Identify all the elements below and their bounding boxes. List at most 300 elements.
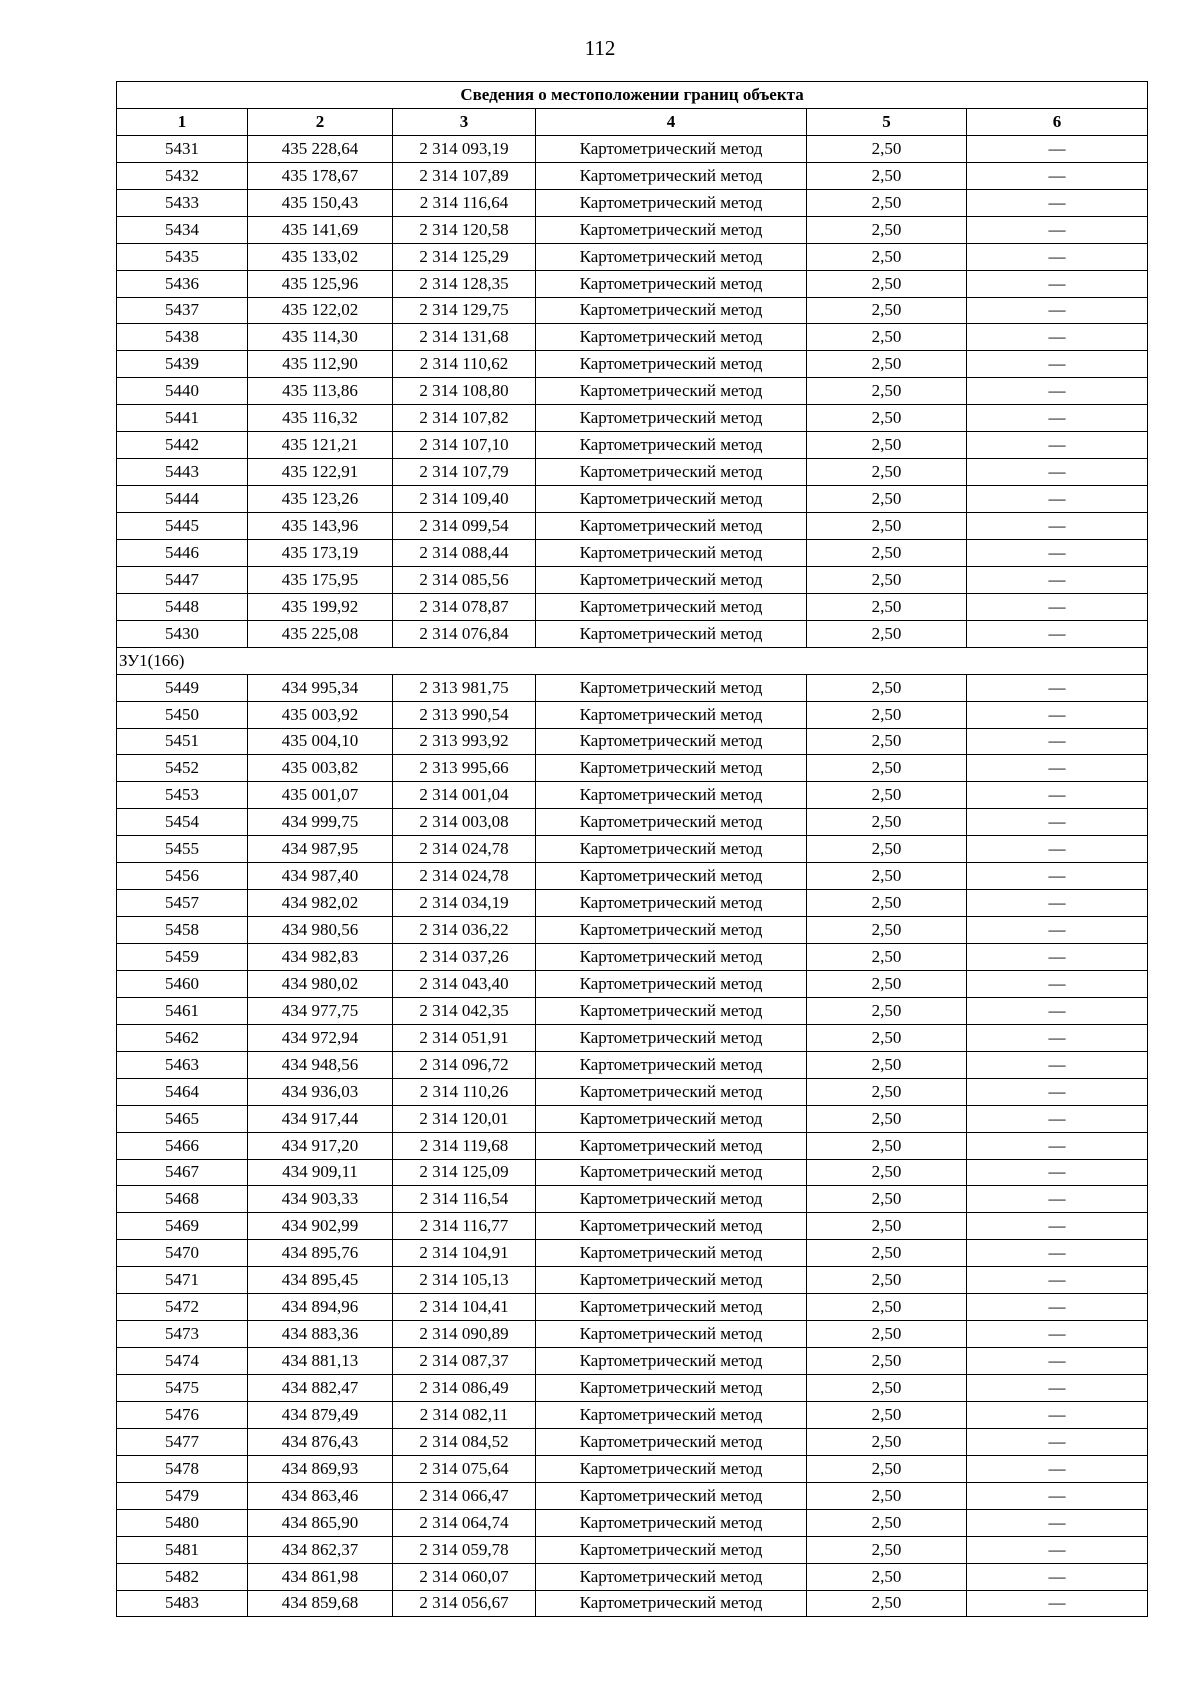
accuracy-cell: 2,50 xyxy=(807,1375,967,1402)
x-coordinate-cell: 434 863,46 xyxy=(248,1482,393,1509)
description-cell: — xyxy=(967,566,1148,593)
table-row xyxy=(117,1536,1148,1563)
accuracy-cell: 2,50 xyxy=(807,593,967,620)
x-coordinate-cell: 434 917,20 xyxy=(248,1132,393,1159)
point-number-cell: 5454 xyxy=(117,809,248,836)
accuracy-cell: 2,50 xyxy=(807,1563,967,1590)
method-cell: Картометрический метод xyxy=(536,917,807,944)
y-coordinate-cell: 2 314 105,13 xyxy=(393,1267,536,1294)
x-coordinate-cell: 434 982,02 xyxy=(248,890,393,917)
description-cell: — xyxy=(967,782,1148,809)
description-cell: — xyxy=(967,1132,1148,1159)
point-number-cell: 5435 xyxy=(117,243,248,270)
accuracy-cell: 2,50 xyxy=(807,1590,967,1617)
table-row xyxy=(117,513,1148,540)
point-number-cell: 5458 xyxy=(117,917,248,944)
y-coordinate-cell: 2 314 078,87 xyxy=(393,593,536,620)
table-row xyxy=(117,351,1148,378)
description-cell: — xyxy=(967,1348,1148,1375)
table-row xyxy=(117,1563,1148,1590)
x-coordinate-cell: 435 112,90 xyxy=(248,351,393,378)
x-coordinate-cell: 434 972,94 xyxy=(248,1024,393,1051)
y-coordinate-cell: 2 313 995,66 xyxy=(393,755,536,782)
y-coordinate-cell: 2 314 128,35 xyxy=(393,270,536,297)
accuracy-cell: 2,50 xyxy=(807,755,967,782)
point-number-cell: 5481 xyxy=(117,1536,248,1563)
point-number-cell: 5439 xyxy=(117,351,248,378)
point-number-cell: 5437 xyxy=(117,297,248,324)
description-cell: — xyxy=(967,1213,1148,1240)
description-cell: — xyxy=(967,1159,1148,1186)
y-coordinate-cell: 2 314 120,01 xyxy=(393,1105,536,1132)
accuracy-cell: 2,50 xyxy=(807,1105,967,1132)
point-number-cell: 5459 xyxy=(117,944,248,971)
x-coordinate-cell: 435 003,82 xyxy=(248,755,393,782)
x-coordinate-cell: 434 869,93 xyxy=(248,1455,393,1482)
y-coordinate-cell: 2 314 116,77 xyxy=(393,1213,536,1240)
point-number-cell: 5479 xyxy=(117,1482,248,1509)
y-coordinate-cell: 2 314 085,56 xyxy=(393,566,536,593)
accuracy-cell: 2,50 xyxy=(807,701,967,728)
x-coordinate-cell: 434 883,36 xyxy=(248,1321,393,1348)
description-cell: — xyxy=(967,189,1148,216)
table-row xyxy=(117,1240,1148,1267)
y-coordinate-cell: 2 314 104,41 xyxy=(393,1294,536,1321)
y-coordinate-cell: 2 314 099,54 xyxy=(393,513,536,540)
table-row xyxy=(117,1455,1148,1482)
method-cell: Картометрический метод xyxy=(536,863,807,890)
accuracy-cell: 2,50 xyxy=(807,917,967,944)
y-coordinate-cell: 2 314 060,07 xyxy=(393,1563,536,1590)
accuracy-cell: 2,50 xyxy=(807,1078,967,1105)
table-row xyxy=(117,1509,1148,1536)
method-cell: Картометрический метод xyxy=(536,324,807,351)
description-cell: — xyxy=(967,1482,1148,1509)
table-body xyxy=(117,135,1148,1617)
column-header: 3 xyxy=(393,108,536,135)
point-number-cell: 5460 xyxy=(117,970,248,997)
y-coordinate-cell: 2 314 110,62 xyxy=(393,351,536,378)
x-coordinate-cell: 434 879,49 xyxy=(248,1401,393,1428)
column-header: 2 xyxy=(248,108,393,135)
point-number-cell: 5438 xyxy=(117,324,248,351)
accuracy-cell: 2,50 xyxy=(807,405,967,432)
point-number-cell: 5463 xyxy=(117,1051,248,1078)
description-cell: — xyxy=(967,1590,1148,1617)
table-row xyxy=(117,1105,1148,1132)
description-cell: — xyxy=(967,1455,1148,1482)
page-number: 112 xyxy=(584,36,616,60)
accuracy-cell: 2,50 xyxy=(807,1051,967,1078)
x-coordinate-cell: 434 862,37 xyxy=(248,1536,393,1563)
description-cell: — xyxy=(967,351,1148,378)
y-coordinate-cell: 2 314 051,91 xyxy=(393,1024,536,1051)
description-cell: — xyxy=(967,944,1148,971)
point-number-cell: 5451 xyxy=(117,728,248,755)
point-number-cell: 5455 xyxy=(117,836,248,863)
point-number-cell: 5474 xyxy=(117,1348,248,1375)
method-cell: Картометрический метод xyxy=(536,1186,807,1213)
method-cell: Картометрический метод xyxy=(536,378,807,405)
method-cell: Картометрический метод xyxy=(536,1563,807,1590)
x-coordinate-cell: 435 133,02 xyxy=(248,243,393,270)
accuracy-cell: 2,50 xyxy=(807,1509,967,1536)
y-coordinate-cell: 2 314 107,10 xyxy=(393,432,536,459)
method-cell: Картометрический метод xyxy=(536,1348,807,1375)
table-row xyxy=(117,162,1148,189)
description-cell: — xyxy=(967,1186,1148,1213)
point-number-cell: 5432 xyxy=(117,162,248,189)
method-cell: Картометрический метод xyxy=(536,997,807,1024)
y-coordinate-cell: 2 314 076,84 xyxy=(393,620,536,647)
accuracy-cell: 2,50 xyxy=(807,566,967,593)
method-cell: Картометрический метод xyxy=(536,1213,807,1240)
point-number-cell: 5449 xyxy=(117,674,248,701)
x-coordinate-cell: 434 948,56 xyxy=(248,1051,393,1078)
accuracy-cell: 2,50 xyxy=(807,1455,967,1482)
method-cell: Картометрический метод xyxy=(536,1590,807,1617)
x-coordinate-cell: 435 150,43 xyxy=(248,189,393,216)
description-cell: — xyxy=(967,701,1148,728)
y-coordinate-cell: 2 314 084,52 xyxy=(393,1428,536,1455)
accuracy-cell: 2,50 xyxy=(807,1536,967,1563)
section-row xyxy=(117,647,1148,674)
table-row xyxy=(117,1051,1148,1078)
method-cell: Картометрический метод xyxy=(536,1401,807,1428)
method-cell: Картометрический метод xyxy=(536,243,807,270)
table-title: Сведения о местоположении границ объекта xyxy=(117,82,1148,109)
y-coordinate-cell: 2 314 075,64 xyxy=(393,1455,536,1482)
x-coordinate-cell: 434 882,47 xyxy=(248,1375,393,1402)
point-number-cell: 5461 xyxy=(117,997,248,1024)
y-coordinate-cell: 2 314 042,35 xyxy=(393,997,536,1024)
x-coordinate-cell: 435 003,92 xyxy=(248,701,393,728)
x-coordinate-cell: 434 982,83 xyxy=(248,944,393,971)
y-coordinate-cell: 2 314 066,47 xyxy=(393,1482,536,1509)
accuracy-cell: 2,50 xyxy=(807,1321,967,1348)
x-coordinate-cell: 434 902,99 xyxy=(248,1213,393,1240)
y-coordinate-cell: 2 314 120,58 xyxy=(393,216,536,243)
y-coordinate-cell: 2 314 093,19 xyxy=(393,135,536,162)
boundary-coordinates-table xyxy=(116,81,1148,1617)
accuracy-cell: 2,50 xyxy=(807,1428,967,1455)
table-row xyxy=(117,270,1148,297)
x-coordinate-cell: 435 122,02 xyxy=(248,297,393,324)
method-cell: Картометрический метод xyxy=(536,1482,807,1509)
x-coordinate-cell: 435 123,26 xyxy=(248,486,393,513)
x-coordinate-cell: 434 895,45 xyxy=(248,1267,393,1294)
method-cell: Картометрический метод xyxy=(536,1132,807,1159)
y-coordinate-cell: 2 314 104,91 xyxy=(393,1240,536,1267)
y-coordinate-cell: 2 314 119,68 xyxy=(393,1132,536,1159)
table-row xyxy=(117,1428,1148,1455)
x-coordinate-cell: 434 980,56 xyxy=(248,917,393,944)
point-number-cell: 5472 xyxy=(117,1294,248,1321)
description-cell: — xyxy=(967,674,1148,701)
description-cell: — xyxy=(967,620,1148,647)
y-coordinate-cell: 2 314 107,89 xyxy=(393,162,536,189)
description-cell: — xyxy=(967,728,1148,755)
description-cell: — xyxy=(967,243,1148,270)
method-cell: Картометрический метод xyxy=(536,189,807,216)
x-coordinate-cell: 434 909,11 xyxy=(248,1159,393,1186)
y-coordinate-cell: 2 314 036,22 xyxy=(393,917,536,944)
table-row xyxy=(117,459,1148,486)
x-coordinate-cell: 434 894,96 xyxy=(248,1294,393,1321)
point-number-cell: 5462 xyxy=(117,1024,248,1051)
table-row xyxy=(117,297,1148,324)
table-row xyxy=(117,917,1148,944)
y-coordinate-cell: 2 314 107,79 xyxy=(393,459,536,486)
table-row xyxy=(117,755,1148,782)
y-coordinate-cell: 2 314 043,40 xyxy=(393,970,536,997)
point-number-cell: 5431 xyxy=(117,135,248,162)
table-row xyxy=(117,1401,1148,1428)
y-coordinate-cell: 2 314 086,49 xyxy=(393,1375,536,1402)
method-cell: Картометрический метод xyxy=(536,809,807,836)
method-cell: Картометрический метод xyxy=(536,1294,807,1321)
accuracy-cell: 2,50 xyxy=(807,1024,967,1051)
method-cell: Картометрический метод xyxy=(536,1105,807,1132)
accuracy-cell: 2,50 xyxy=(807,1294,967,1321)
x-coordinate-cell: 435 143,96 xyxy=(248,513,393,540)
point-number-cell: 5440 xyxy=(117,378,248,405)
accuracy-cell: 2,50 xyxy=(807,1267,967,1294)
x-coordinate-cell: 435 199,92 xyxy=(248,593,393,620)
y-coordinate-cell: 2 314 087,37 xyxy=(393,1348,536,1375)
method-cell: Картометрический метод xyxy=(536,216,807,243)
point-number-cell: 5467 xyxy=(117,1159,248,1186)
y-coordinate-cell: 2 314 108,80 xyxy=(393,378,536,405)
table-row xyxy=(117,890,1148,917)
table-row xyxy=(117,1375,1148,1402)
point-number-cell: 5453 xyxy=(117,782,248,809)
description-cell: — xyxy=(967,1024,1148,1051)
description-cell: — xyxy=(967,270,1148,297)
description-cell: — xyxy=(967,755,1148,782)
description-cell: — xyxy=(967,432,1148,459)
x-coordinate-cell: 434 859,68 xyxy=(248,1590,393,1617)
description-cell: — xyxy=(967,997,1148,1024)
method-cell: Картометрический метод xyxy=(536,486,807,513)
x-coordinate-cell: 434 917,44 xyxy=(248,1105,393,1132)
method-cell: Картометрический метод xyxy=(536,674,807,701)
method-cell: Картометрический метод xyxy=(536,782,807,809)
accuracy-cell: 2,50 xyxy=(807,1401,967,1428)
x-coordinate-cell: 434 980,02 xyxy=(248,970,393,997)
description-cell: — xyxy=(967,1267,1148,1294)
x-coordinate-cell: 435 173,19 xyxy=(248,539,393,566)
method-cell: Картометрический метод xyxy=(536,593,807,620)
table-row xyxy=(117,836,1148,863)
accuracy-cell: 2,50 xyxy=(807,890,967,917)
table-row xyxy=(117,135,1148,162)
point-number-cell: 5434 xyxy=(117,216,248,243)
table-row xyxy=(117,997,1148,1024)
table-row xyxy=(117,216,1148,243)
method-cell: Картометрический метод xyxy=(536,297,807,324)
accuracy-cell: 2,50 xyxy=(807,782,967,809)
x-coordinate-cell: 434 903,33 xyxy=(248,1186,393,1213)
accuracy-cell: 2,50 xyxy=(807,674,967,701)
table-row xyxy=(117,620,1148,647)
x-coordinate-cell: 434 999,75 xyxy=(248,809,393,836)
accuracy-cell: 2,50 xyxy=(807,162,967,189)
x-coordinate-cell: 434 936,03 xyxy=(248,1078,393,1105)
method-cell: Картометрический метод xyxy=(536,135,807,162)
description-cell: — xyxy=(967,1051,1148,1078)
point-number-cell: 5471 xyxy=(117,1267,248,1294)
method-cell: Картометрический метод xyxy=(536,728,807,755)
x-coordinate-cell: 435 175,95 xyxy=(248,566,393,593)
description-cell: — xyxy=(967,459,1148,486)
table-row xyxy=(117,944,1148,971)
column-header: 1 xyxy=(117,108,248,135)
y-coordinate-cell: 2 314 107,82 xyxy=(393,405,536,432)
method-cell: Картометрический метод xyxy=(536,1024,807,1051)
description-cell: — xyxy=(967,890,1148,917)
y-coordinate-cell: 2 314 056,67 xyxy=(393,1590,536,1617)
y-coordinate-cell: 2 314 116,54 xyxy=(393,1186,536,1213)
table-row xyxy=(117,405,1148,432)
table-row xyxy=(117,1186,1148,1213)
description-cell: — xyxy=(967,1509,1148,1536)
y-coordinate-cell: 2 314 024,78 xyxy=(393,836,536,863)
y-coordinate-cell: 2 314 131,68 xyxy=(393,324,536,351)
description-cell: — xyxy=(967,1105,1148,1132)
accuracy-cell: 2,50 xyxy=(807,189,967,216)
x-coordinate-cell: 434 987,40 xyxy=(248,863,393,890)
table-row xyxy=(117,728,1148,755)
x-coordinate-cell: 434 987,95 xyxy=(248,836,393,863)
table-row xyxy=(117,432,1148,459)
point-number-cell: 5456 xyxy=(117,863,248,890)
method-cell: Картометрический метод xyxy=(536,755,807,782)
accuracy-cell: 2,50 xyxy=(807,1159,967,1186)
accuracy-cell: 2,50 xyxy=(807,459,967,486)
point-number-cell: 5476 xyxy=(117,1401,248,1428)
accuracy-cell: 2,50 xyxy=(807,1132,967,1159)
point-number-cell: 5452 xyxy=(117,755,248,782)
y-coordinate-cell: 2 314 125,09 xyxy=(393,1159,536,1186)
description-cell: — xyxy=(967,513,1148,540)
table-row xyxy=(117,243,1148,270)
description-cell: — xyxy=(967,1401,1148,1428)
point-number-cell: 5482 xyxy=(117,1563,248,1590)
y-coordinate-cell: 2 314 109,40 xyxy=(393,486,536,513)
x-coordinate-cell: 435 001,07 xyxy=(248,782,393,809)
column-header: 5 xyxy=(807,108,967,135)
x-coordinate-cell: 434 977,75 xyxy=(248,997,393,1024)
accuracy-cell: 2,50 xyxy=(807,216,967,243)
table-row xyxy=(117,324,1148,351)
table-row xyxy=(117,593,1148,620)
method-cell: Картометрический метод xyxy=(536,1078,807,1105)
accuracy-cell: 2,50 xyxy=(807,324,967,351)
description-cell: — xyxy=(967,593,1148,620)
table-row xyxy=(117,1294,1148,1321)
table-row xyxy=(117,539,1148,566)
point-number-cell: 5442 xyxy=(117,432,248,459)
accuracy-cell: 2,50 xyxy=(807,1240,967,1267)
method-cell: Картометрический метод xyxy=(536,701,807,728)
description-cell: — xyxy=(967,1240,1148,1267)
table-row xyxy=(117,1213,1148,1240)
point-number-cell: 5457 xyxy=(117,890,248,917)
point-number-cell: 5478 xyxy=(117,1455,248,1482)
y-coordinate-cell: 2 314 090,89 xyxy=(393,1321,536,1348)
y-coordinate-cell: 2 313 981,75 xyxy=(393,674,536,701)
accuracy-cell: 2,50 xyxy=(807,970,967,997)
table-row xyxy=(117,701,1148,728)
y-coordinate-cell: 2 314 082,11 xyxy=(393,1401,536,1428)
column-header: 4 xyxy=(536,108,807,135)
description-cell: — xyxy=(967,863,1148,890)
point-number-cell: 5445 xyxy=(117,513,248,540)
table-row xyxy=(117,1024,1148,1051)
table-row xyxy=(117,970,1148,997)
table-title-row xyxy=(117,82,1148,109)
y-coordinate-cell: 2 314 001,04 xyxy=(393,782,536,809)
description-cell: — xyxy=(967,378,1148,405)
x-coordinate-cell: 434 876,43 xyxy=(248,1428,393,1455)
accuracy-cell: 2,50 xyxy=(807,432,967,459)
table-row xyxy=(117,863,1148,890)
y-coordinate-cell: 2 314 034,19 xyxy=(393,890,536,917)
accuracy-cell: 2,50 xyxy=(807,135,967,162)
table-row xyxy=(117,1348,1148,1375)
table-row xyxy=(117,189,1148,216)
point-number-cell: 5466 xyxy=(117,1132,248,1159)
x-coordinate-cell: 435 228,64 xyxy=(248,135,393,162)
x-coordinate-cell: 434 895,76 xyxy=(248,1240,393,1267)
description-cell: — xyxy=(967,1078,1148,1105)
y-coordinate-cell: 2 314 096,72 xyxy=(393,1051,536,1078)
description-cell: — xyxy=(967,1536,1148,1563)
table-row xyxy=(117,1159,1148,1186)
description-cell: — xyxy=(967,162,1148,189)
point-number-cell: 5443 xyxy=(117,459,248,486)
accuracy-cell: 2,50 xyxy=(807,1186,967,1213)
description-cell: — xyxy=(967,297,1148,324)
y-coordinate-cell: 2 314 116,64 xyxy=(393,189,536,216)
x-coordinate-cell: 435 121,21 xyxy=(248,432,393,459)
description-cell: — xyxy=(967,809,1148,836)
method-cell: Картометрический метод xyxy=(536,162,807,189)
description-cell: — xyxy=(967,324,1148,351)
accuracy-cell: 2,50 xyxy=(807,243,967,270)
accuracy-cell: 2,50 xyxy=(807,513,967,540)
y-coordinate-cell: 2 314 064,74 xyxy=(393,1509,536,1536)
point-number-cell: 5473 xyxy=(117,1321,248,1348)
method-cell: Картометрический метод xyxy=(536,459,807,486)
point-number-cell: 5464 xyxy=(117,1078,248,1105)
y-coordinate-cell: 2 314 110,26 xyxy=(393,1078,536,1105)
table-row xyxy=(117,486,1148,513)
description-cell: — xyxy=(967,1428,1148,1455)
y-coordinate-cell: 2 314 003,08 xyxy=(393,809,536,836)
y-coordinate-cell: 2 313 990,54 xyxy=(393,701,536,728)
y-coordinate-cell: 2 314 037,26 xyxy=(393,944,536,971)
point-number-cell: 5436 xyxy=(117,270,248,297)
x-coordinate-cell: 435 114,30 xyxy=(248,324,393,351)
method-cell: Картометрический метод xyxy=(536,1455,807,1482)
description-cell: — xyxy=(967,216,1148,243)
description-cell: — xyxy=(967,135,1148,162)
y-coordinate-cell: 2 313 993,92 xyxy=(393,728,536,755)
x-coordinate-cell: 434 861,98 xyxy=(248,1563,393,1590)
method-cell: Картометрический метод xyxy=(536,890,807,917)
